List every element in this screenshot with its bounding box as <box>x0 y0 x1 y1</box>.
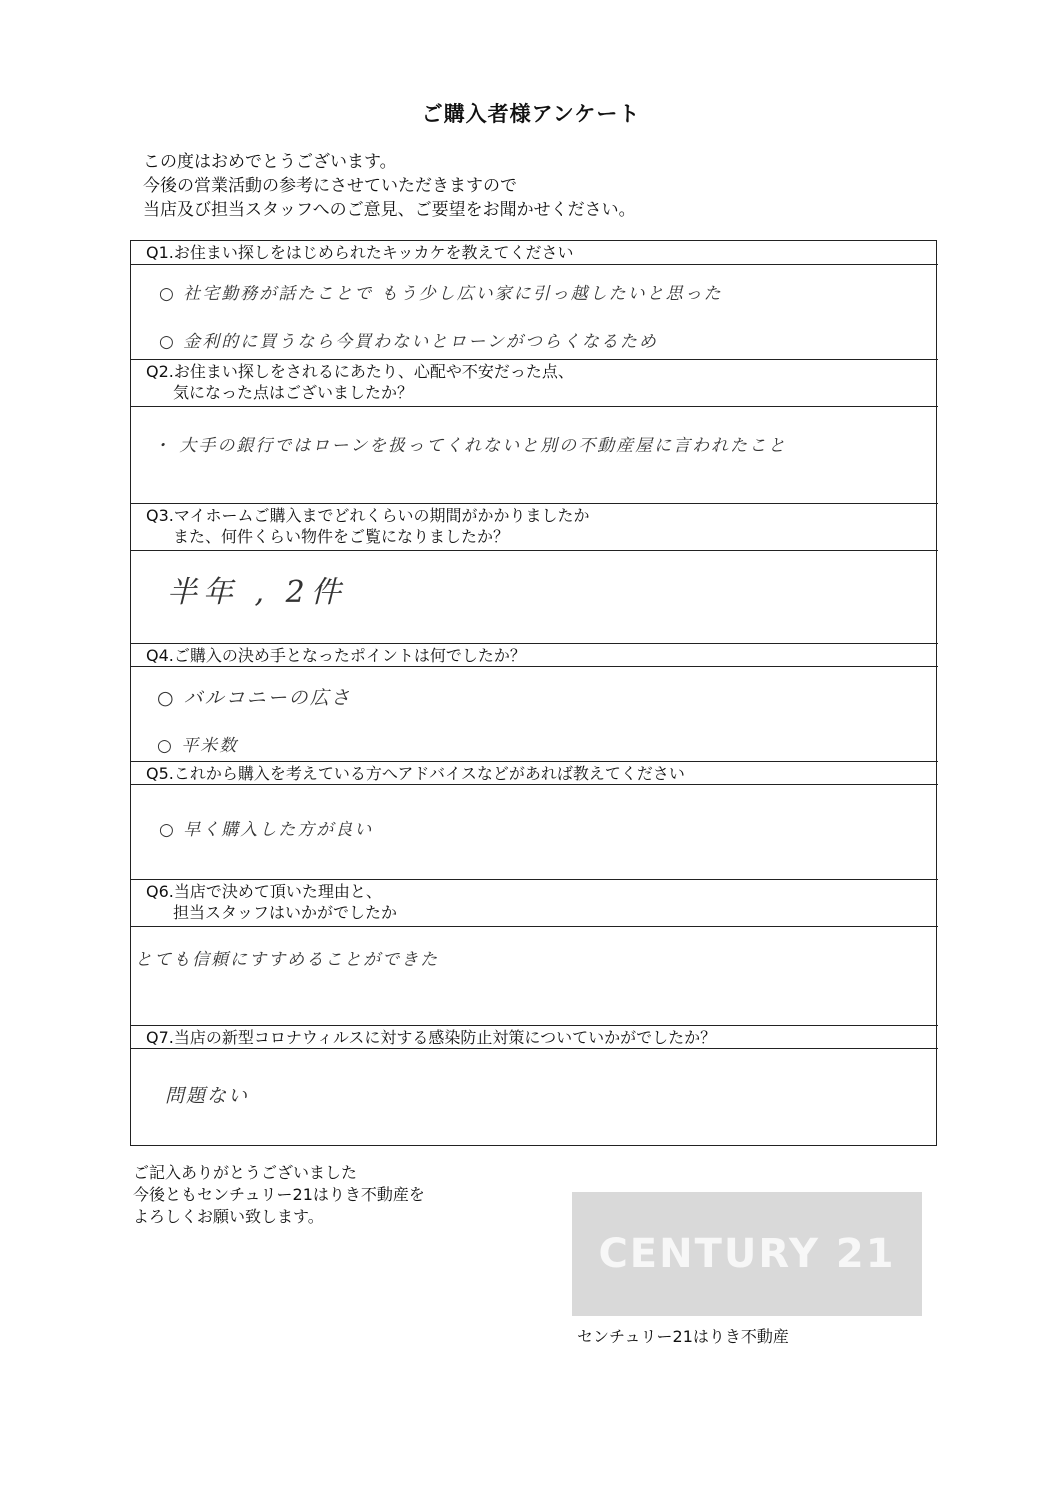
question-6-text: Q6.当店で決めて頂いた理由と、 <box>146 882 382 901</box>
question-2-text-2: 気になった点はございましたか？ <box>173 383 414 402</box>
answer-3-line-1: 半年 , 2件 <box>167 575 347 610</box>
question-1-header <box>131 241 938 265</box>
question-4-text: Q4.ご購入の決め手となったポイントは何でしたか？ <box>146 646 526 665</box>
question-3-text-2: また、何件くらい物件をご覧になりましたか？ <box>173 527 510 546</box>
company-name: センチュリー21はりき不動産 <box>577 1327 789 1346</box>
question-7-header <box>131 1025 938 1049</box>
question-1-text: Q1.お住まい探しをはじめられたキッカケを教えてください <box>146 243 574 262</box>
intro-line: 当店及び担当スタッフへのご意見、ご要望をお聞かせください。 <box>143 200 636 220</box>
answer-5-line-1: ○ 早く購入した方が良い <box>159 820 374 840</box>
answer-7-line-1: 問題ない <box>165 1085 250 1107</box>
logo-text: CENTURY 21 <box>598 1231 896 1277</box>
question-3-text: Q3.マイホームご購入までどれくらいの期間がかかりましたか <box>146 506 590 525</box>
question-3-header <box>131 503 938 551</box>
intro-text <box>143 150 636 222</box>
question-2-header <box>131 359 938 407</box>
answer-2-line-1: ・ 大手の銀行ではローンを扱ってくれないと別の不動産屋に言われたこと <box>153 436 788 456</box>
page-title: ご購入者様アンケート <box>421 102 641 126</box>
question-2-text: Q2.お住まい探しをされるにあたり、心配や不安だった点、 <box>146 362 574 381</box>
intro-line: 今後の営業活動の参考にさせていただきますので <box>143 176 517 196</box>
answer-1-line-2: ○ 金利的に買うなら今買わないとローンがつらくなるため <box>159 332 658 352</box>
question-7-text: Q7.当店の新型コロナウィルスに対する感染防止対策についていかがでしたか？ <box>146 1028 717 1047</box>
survey-form <box>130 240 937 1146</box>
closing-line: 今後ともセンチュリー21はりき不動産を <box>133 1185 425 1204</box>
question-4-header <box>131 643 938 667</box>
closing-line: よろしくお願い致します。 <box>133 1207 324 1226</box>
question-5-text: Q5.これから購入を考えている方へアドバイスなどがあれば教えてください <box>146 764 685 783</box>
answer-4-line-2: ○ 平米数 <box>157 736 239 756</box>
question-5-header <box>131 761 938 785</box>
closing-line: ご記入ありがとうございました <box>133 1163 358 1182</box>
answer-6-line-1: とても信頼にすすめることができた <box>135 950 440 970</box>
question-6-text-2: 担当スタッフはいかがでしたか <box>173 903 398 922</box>
question-6-header <box>131 879 938 927</box>
intro-line: この度はおめでとうございます。 <box>143 152 397 172</box>
answer-4-line-1: ○ バルコニーの広さ <box>157 687 352 709</box>
closing-text <box>133 1162 425 1228</box>
answer-1-line-1: ○ 社宅勤務が話たことで もう少し広い家に引っ越したいと思った <box>159 284 723 304</box>
century21-logo <box>572 1192 922 1316</box>
